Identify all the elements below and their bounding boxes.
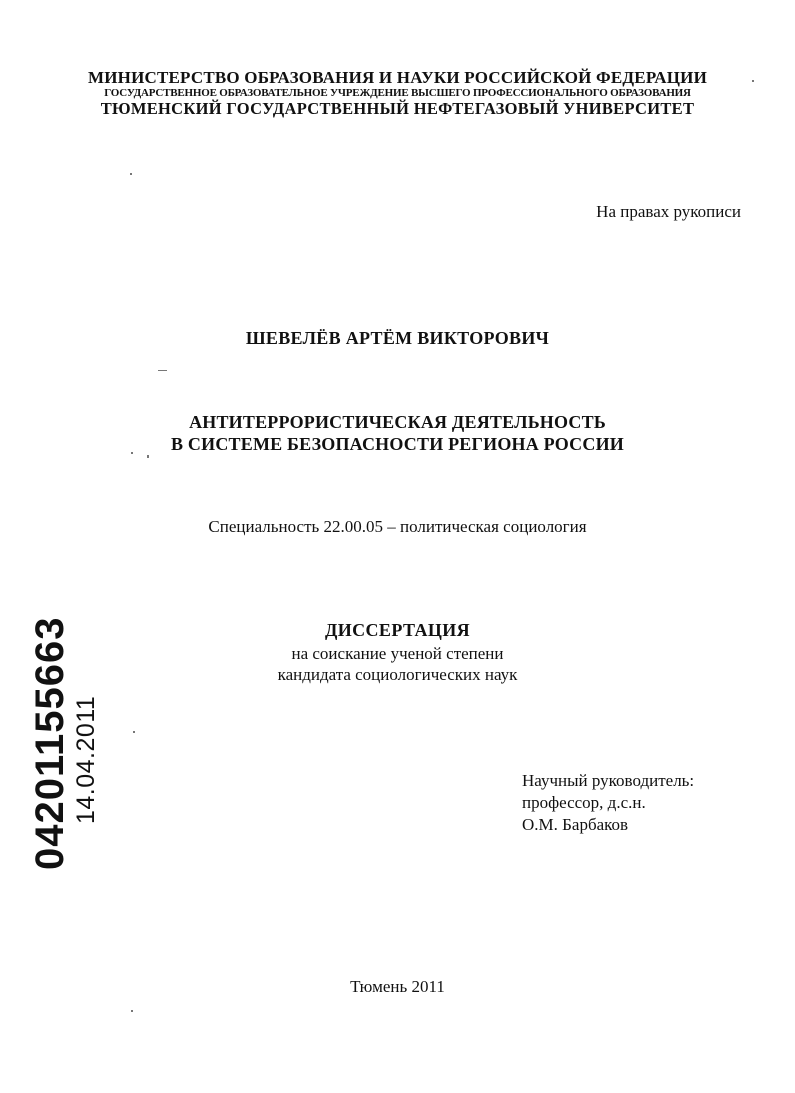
scan-speck <box>133 731 135 733</box>
stamp-number: 04201155663 <box>28 616 72 870</box>
stamp-date: 14.04.2011 <box>72 695 100 824</box>
scan-speck <box>752 80 754 82</box>
scan-speck <box>147 455 149 458</box>
scan-speck <box>131 1010 133 1012</box>
supervisor-name: О.М. Барбаков <box>522 815 629 834</box>
institution-type: ГОСУДАРСТВЕННОЕ ОБРАЗОВАТЕЛЬНОЕ УЧРЕЖДЕНИЕ ВЫСШЕГО ПРОФЕССИОНАЛЬНОГО ОБРАЗОВАНИЯ <box>104 87 691 99</box>
author-name: ШЕВЕЛЁВ АРТЁМ ВИКТОРОВИЧ <box>245 328 550 348</box>
dissertation-title <box>0 411 795 455</box>
scan-speck <box>130 173 132 175</box>
supervisor-label: Научный руководитель: <box>522 771 695 790</box>
scan-speck <box>131 452 133 454</box>
supervisor-rank: профессор, д.с.н. <box>522 793 646 812</box>
ministry-heading: МИНИСТЕРСТВО ОБРАЗОВАНИЯ И НАУКИ РОССИЙСКОЙ ФЕДЕРАЦИИ <box>87 68 707 87</box>
title-line-2: В СИСТЕМЕ БЕЗОПАСНОСТИ РЕГИОНА РОССИИ <box>171 434 624 454</box>
scan-speck <box>158 370 167 371</box>
degree-line-1: на соискание ученой степени <box>291 644 504 663</box>
supervisor-block <box>522 770 694 836</box>
university-name: ТЮМЕНСКИЙ ГОСУДАРСТВЕННЫЙ НЕФТЕГАЗОВЫЙ УНИВЕРСИТЕТ <box>100 99 695 118</box>
city-year: Тюмень 2011 <box>350 977 445 996</box>
manuscript-note: На правах рукописи <box>596 202 741 221</box>
title-line-1: АНТИТЕРРОРИСТИЧЕСКАЯ ДЕЯТЕЛЬНОСТЬ <box>189 412 606 432</box>
degree-line-2: кандидата социологических наук <box>277 665 518 684</box>
specialty: Специальность 22.00.05 – политическая социология <box>208 517 587 536</box>
library-stamp <box>27 616 107 870</box>
dissertation-heading: ДИССЕРТАЦИЯ <box>324 620 471 640</box>
